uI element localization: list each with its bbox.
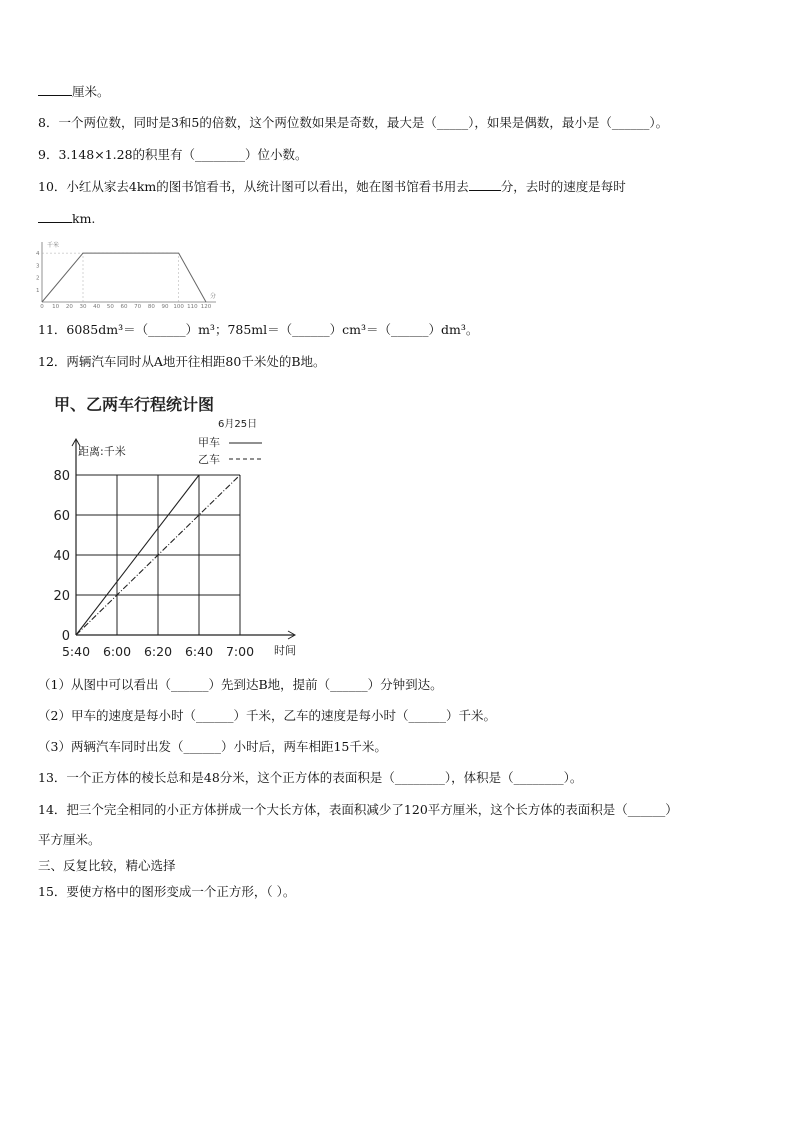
q7-tail xyxy=(38,83,110,100)
question-13: 13．一个正方体的棱长总和是48分米，这个正方体的表面积是（________），体积是（________）。 xyxy=(38,770,583,785)
walk-distance-chart xyxy=(34,240,224,310)
x-tick-label: 110 xyxy=(187,304,198,310)
x-tick-label: 120 xyxy=(200,304,212,310)
x-axis-label: 分 xyxy=(210,293,217,300)
question-10-text: 10．小红从家去4km的图书馆看书，从统计图可以看出，她在图书馆看书用去 xyxy=(38,179,469,194)
question-10-line2 xyxy=(38,210,95,227)
x-tick-label: 6:00 xyxy=(102,644,132,659)
x-tick-label: 50 xyxy=(106,304,114,310)
legend-label-jia: 甲车 xyxy=(198,436,220,449)
answer-blank[interactable] xyxy=(469,178,501,191)
y-tick-label: 1 xyxy=(36,287,40,294)
chart-date: 6月25日 xyxy=(218,419,258,430)
y-tick-label: 80 xyxy=(53,469,70,484)
question-12-1: （1）从图中可以看出（______）先到达B地，提前（______）分钟到达。 xyxy=(38,677,443,692)
question-11: 11．6085dm³＝（______）m³；785ml＝（______）cm³＝（______）dm³。 xyxy=(38,322,479,337)
question-12-3: （3）两辆汽车同时出发（______）小时后，两车相距15千米。 xyxy=(38,739,387,754)
y-tick-label: 4 xyxy=(36,251,40,258)
legend-label-yi: 乙车 xyxy=(198,453,220,466)
y-tick-label: 40 xyxy=(53,549,70,564)
section-heading: 三、反复比较，精心选择 xyxy=(38,858,176,873)
x-tick-label: 5:40 xyxy=(61,644,91,659)
y-axis-label: 距离:千米 xyxy=(78,445,126,458)
x-tick-label: 0 xyxy=(40,304,44,310)
x-tick-label: 40 xyxy=(93,304,101,310)
x-tick-label: 60 xyxy=(120,304,128,310)
y-tick-label: 2 xyxy=(36,275,40,282)
x-tick-label: 100 xyxy=(173,304,184,310)
y-tick-label: 20 xyxy=(53,589,70,604)
answer-blank[interactable] xyxy=(38,210,72,223)
x-tick-label: 70 xyxy=(134,304,142,310)
question-9: 9．3.148×1.28的积里有（________）位小数。 xyxy=(38,147,308,162)
y-tick-label: 0 xyxy=(61,629,70,644)
y-tick-label: 60 xyxy=(53,509,70,524)
two-car-travel-chart xyxy=(40,388,320,663)
x-tick-label: 10 xyxy=(52,304,60,310)
x-tick-label: 7:00 xyxy=(225,644,255,659)
question-14: 14．把三个完全相同的小正方体拼成一个大长方体，表面积减少了120平方厘米，这个长方体的表面积是（______） xyxy=(38,802,678,817)
question-10-tail: 分，去时的速度是每时 xyxy=(500,179,626,194)
chart-title: 甲、乙两车行程统计图 xyxy=(54,395,215,414)
x-tick-label: 30 xyxy=(79,304,87,310)
question-10-unit: km. xyxy=(72,211,96,226)
question-14-line2: 平方厘米。 xyxy=(38,832,101,847)
question-10 xyxy=(38,178,626,195)
q7-tail-text: 厘米。 xyxy=(72,84,110,99)
question-8: 8．一个两位数，同时是3和5的倍数，这个两位数如果是奇数，最大是（_____），如果是偶数，最小是（______）。 xyxy=(38,115,669,130)
x-tick-label: 90 xyxy=(161,304,169,310)
question-12-2: （2）甲车的速度是每小时（______）千米，乙车的速度是每小时（______）千米。 xyxy=(38,708,496,723)
y-axis-label: 千米 xyxy=(47,242,60,249)
x-tick-label: 6:20 xyxy=(143,644,173,659)
x-tick-label: 80 xyxy=(147,304,155,310)
question-12: 12．两辆汽车同时从A地开往相距80千米处的B地。 xyxy=(38,354,326,369)
answer-blank[interactable] xyxy=(38,83,72,96)
question-15: 15．要使方格中的图形变成一个正方形，（ ）。 xyxy=(38,884,296,899)
x-tick-label: 6:40 xyxy=(184,644,214,659)
x-tick-label: 20 xyxy=(65,304,73,310)
x-axis-label: 时间 xyxy=(274,644,296,657)
distance-line xyxy=(42,253,206,302)
y-tick-label: 3 xyxy=(36,263,40,270)
